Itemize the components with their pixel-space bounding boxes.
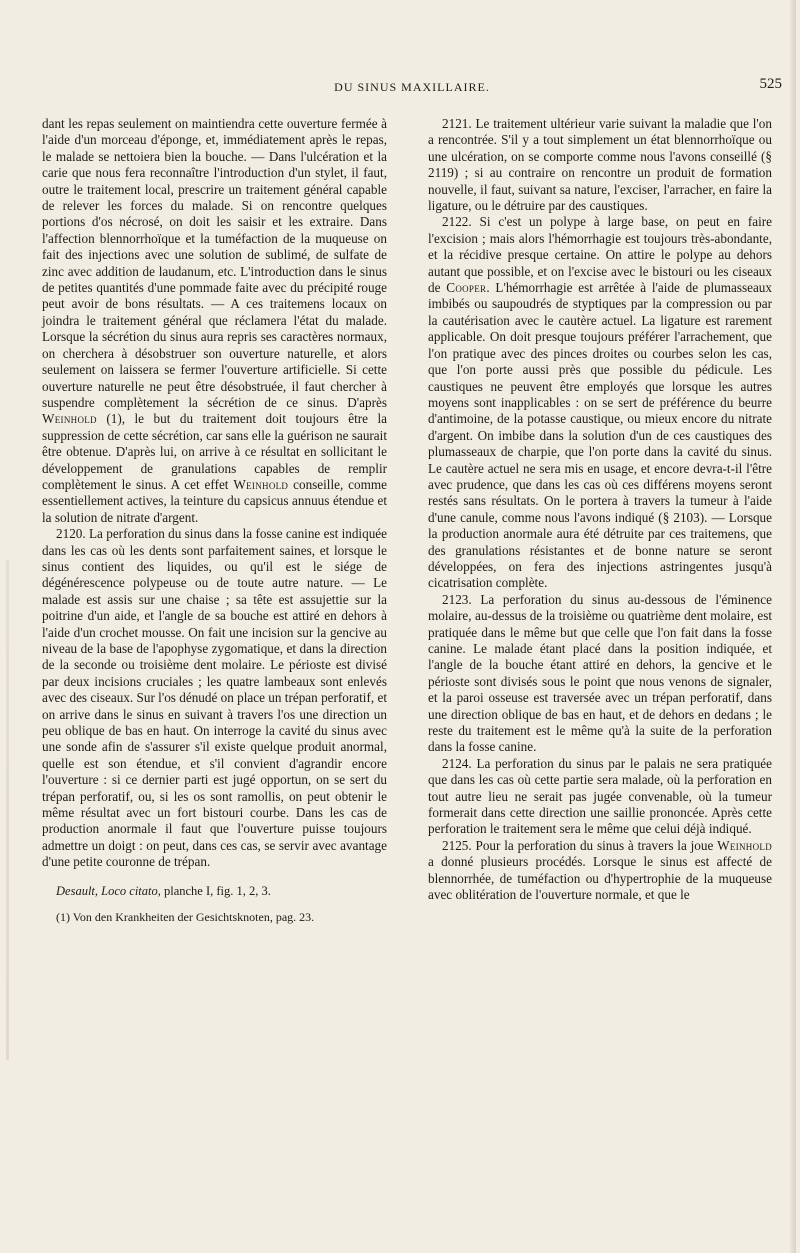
paragraph-2124: 2124. La perforation du sinus par le palais ne sera pratiquée que dans les cas où cette partie sera malade, où la perforation en tout autre lieu ne serait pas jugée convenable, où la tumeur formerait dans cette direction une saillie prononcée. Après cette perforation le traitement sera le même que celui déjà indiqué. — [428, 755, 772, 837]
paragraph-2120: 2120. La perforation du sinus dans la fosse canine est indiquée dans les cas où les dents sont parfaitement saines, et lorsque le sinus contient des liquides, ou qu'il est le siége de dégénérescence polypeuse ou de toute autre nature. — Le malade est assis sur une chaise ; sa tête est assujettie sur la poitrine d'un aide, et l'angle de sa bouche est attiré en dehors à l'aide d'un crochet mousse. On fait une incision sur la gencive au niveau de la base de l'apophyse zygomatique, et dans la direction de la seconde ou troisième dent molaire. Le périoste est divisé par deux incisions cruciales ; les quatre lambeaux sont enlevés avec des ciseaux. Sur l'os dénudé on place un trépan perforatif, et on arrive dans le sinus en suivant à travers l'os une direction un peu oblique de bas en haut. On interroge la cavité du sinus avec une sonde afin de s'assurer s'il existe quelque produit anormal, quelle est son étendue, et s'il convient d'agrandir encore l'ouverture : si ce dernier parti est jugé opportun, on se sert du trépan perforatif, ou, si les os sont ramollis, on peut obtenir le même résultat avec un fort bistouri courbe. Dans les cas de production anormale il faut que l'ouverture puisse toujours admettre un doigt : on peut, dans ces cas, se servir avec avantage d'une petite couronne de trépan. — [42, 526, 387, 870]
author-name: Weinhold — [717, 837, 772, 853]
page-edge — [790, 0, 796, 1253]
footnote: (1) Von den Krankheiten der Gesichtsknoten, pag. 23. — [56, 910, 315, 925]
citation-author: Desault — [56, 883, 95, 898]
right-column — [428, 116, 772, 904]
paragraph-2121: 2121. Le traitement ultérieur varie suivant la maladie que l'on a rencontrée. S'il y a tout simplement un état blennorrhoïque ou une ulcération, on se comporte comme nous l'avons conseillé (§ 2119) ; si au contraire on rencontre un produit de formation nouvelle, il faut, suivant sa nature, l'exciser, l'arracher, en faire la ligature, ou le détruire par des caustiques. — [428, 116, 772, 214]
page-header — [40, 76, 784, 100]
citation-work: Loco citato — [101, 883, 158, 898]
page-shadow — [6, 560, 9, 1060]
figure-citation: Desault, Loco citato, planche I, fig. 1, 2, 3. — [56, 883, 271, 898]
author-name: Cooper — [446, 280, 487, 296]
paragraph-continued: dant les repas seulement on maintiendra cette ouverture fermée à l'aide d'un morceau d'éponge, et, immédiatement après le repas, le malade se nettoiera bien la bouche. — Dans l'ulcération et la carie que nous fera reconnaître l'introduction d'un stylet, il faut, outre le traitement local, prescrire un traitement général capable de relever les forces du malade. Si on rencontre quelques portions d'os nécrosé, on doit les saisir et les extraire. Dans l'affection blennorrhoïque et la tuméfaction de la muqueuse on fait des injections avec une solution de sublimé, de sulfate de zinc avec addition de laudanum, etc. L'introduction dans le sinus de petites quantités d'une pommade faite avec du précipité rouge peut avoir de bons résultats. — A ces traitemens locaux on joindra le traitement général que réclamera l'état du malade. Lorsque la sécrétion du sinus aura repris ses caractères normaux, on cherchera à désobstruer son ouverture naturelle, et alors seulement on laissera se fermer l'ouverture artificielle. Si cette ouverture naturelle ne peut être désobstruée, il faut chercher à suspendre complètement la sécrétion de ce sinus. D'après Weinhold (1), le but du traitement doit toujours être la suppression de cette sécrétion, car sans elle la guérison ne saurait être obtenue. D'après lui, on arrive à ce résultat en sollicitant le développement de granulations capables de remplir complètement le sinus. A cet effet Weinhold conseille, comme essentiellement actives, la teinture du capsicus annuus étendue et la solution de nitrate d'argent. — [42, 116, 387, 525]
paragraph-2122: 2122. Si c'est un polype à large base, on peut en faire l'excision ; mais alors l'hémorrhagie est toujours très-abondante, et la récidive presque certaine. On attire le polype au dehors autant que possible, et on l'excise avec le bistouri ou les ciseaux de Cooper. L'hémorrhagie est arrêtée à l'aide de plumasseaux imbibés ou saupoudrés de styptiques par la compression ou par la cautérisation avec le cautère actuel. La ligature est rarement applicable. On doit presque toujours préférer l'arrachement, que l'on pratique avec des pinces droites ou courbes selon les cas, que l'on porte aussi près que possible du pédicule. Les caustiques ne peuvent être employés que lorsque les autres moyens sont inapplicables : on se sert de préférence du beurre d'antimoine, de la potasse caustique, ou mieux encore du nitrate d'argent. On imbibe dans la solution d'un de ces caustiques des plumasseaux de charpie, que l'on porte dans la cavité du sinus. Le cautère actuel ne sera mis en usage, et encore devra-t-il l'être avec prudence, que dans les cas où ces différens moyens seront restés sans résultats. On le portera à travers la tumeur à l'aide d'une canule, comme nous l'avons indiqué (§ 2103). — Lorsque la production anormale aura été détruite par ces traitemens, que des granulations résistantes et de bonne nature se seront développées, on fera des injections astringentes jusqu'à cicatrisation complète. — [428, 214, 772, 591]
author-name: Weinhold — [42, 411, 97, 427]
author-name: Weinhold — [233, 476, 289, 492]
left-column — [42, 116, 387, 926]
running-title: DU SINUS MAXILLAIRE. — [334, 80, 490, 94]
paragraph-2123: 2123. La perforation du sinus au-dessous de l'éminence molaire, au-dessus de la troisième ou quatrième dent molaire, est pratiquée dans le même but que celle que l'on fait dans la fosse canine. Le malade étant placé dans la position indiquée, et l'angle de la bouche étant attiré en dehors, la gencive et le périoste sont divisés sous le point que nous venons de signaler, et la paroi osseuse est traversée avec un trépan perforatif, dans une direction oblique de bas en haut, et de dehors en dedans ; le reste du traitement est le même qu'à la suite de la perforation dans la fosse canine. — [428, 591, 772, 755]
page-number: 525 — [759, 76, 782, 92]
paragraph-2125: 2125. Pour la perforation du sinus à travers la joue Weinhold a donné plusieurs procédés. Lorsque le sinus est affecté de blennorrhée, de tuméfaction ou d'hypertrophie de la muqueuse avec oblitération de l'ouverture normale, et que le — [428, 837, 772, 903]
